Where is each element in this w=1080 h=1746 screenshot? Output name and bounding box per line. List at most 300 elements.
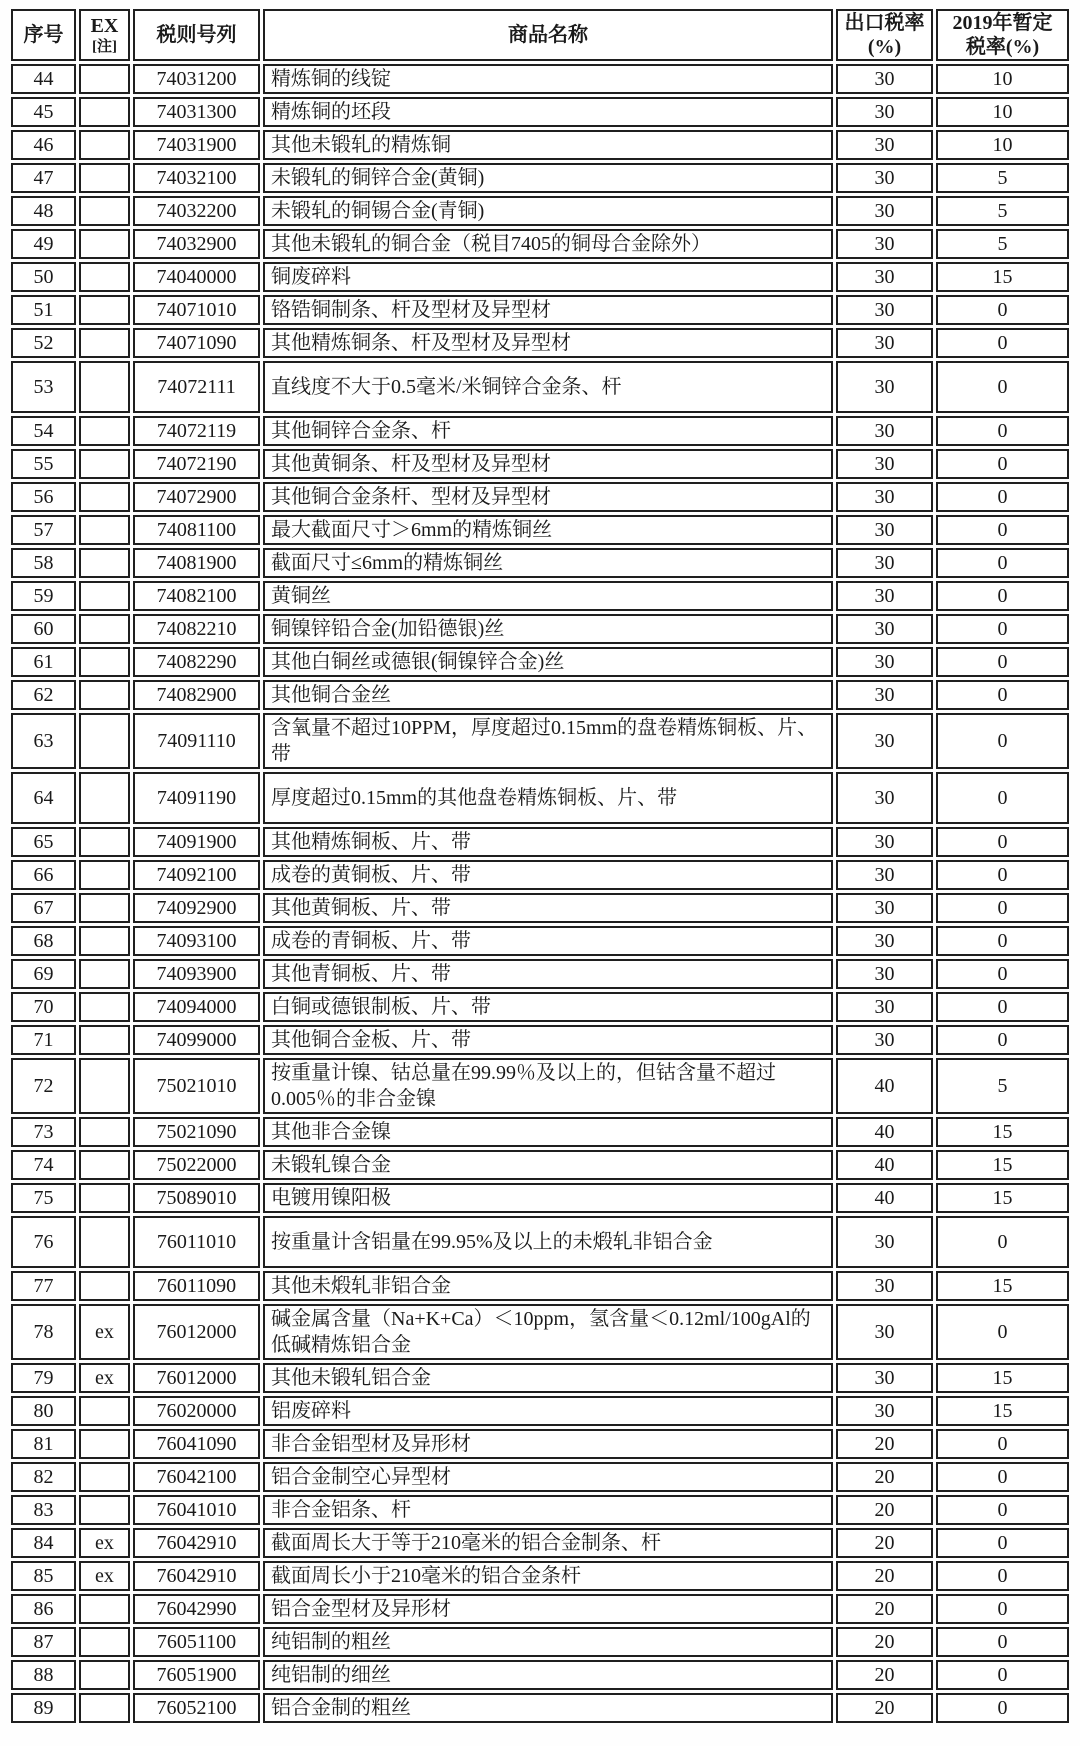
row-ex	[79, 772, 130, 824]
row-index: 67	[11, 893, 76, 923]
row-index: 59	[11, 581, 76, 611]
row-2019-rate: 15	[936, 1363, 1069, 1393]
row-code: 75089010	[133, 1183, 260, 1213]
row-name: 按重量计含铝量在99.95%及以上的未煅轧非铝合金	[263, 1216, 833, 1268]
table-row	[11, 97, 1069, 127]
row-ex	[79, 1693, 130, 1723]
row-2019-rate: 0	[936, 680, 1069, 710]
table-row	[11, 1660, 1069, 1690]
row-name: 按重量计镍、钴总量在99.99％及以上的，但钴含量不超过0.005％的非合金镍	[263, 1058, 833, 1114]
row-export-rate: 30	[836, 893, 933, 923]
row-export-rate: 30	[836, 772, 933, 824]
header-export-rate-label: 出口税率	[844, 12, 925, 34]
row-name: 成卷的黄铜板、片、带	[263, 860, 833, 890]
row-ex	[79, 97, 130, 127]
row-name: 非合金铝条、杆	[263, 1495, 833, 1525]
row-2019-rate: 0	[936, 893, 1069, 923]
row-export-rate: 20	[836, 1660, 933, 1690]
table-row	[11, 1216, 1069, 1268]
row-export-rate: 30	[836, 614, 933, 644]
row-2019-rate: 0	[936, 416, 1069, 446]
row-code: 76042910	[133, 1528, 260, 1558]
table-row	[11, 1396, 1069, 1426]
row-name: 其他精炼铜条、杆及型材及异型材	[263, 328, 833, 358]
row-code: 74031900	[133, 130, 260, 160]
row-name: 其他青铜板、片、带	[263, 959, 833, 989]
row-index: 45	[11, 97, 76, 127]
row-code: 76042910	[133, 1561, 260, 1591]
row-ex	[79, 163, 130, 193]
row-index: 50	[11, 262, 76, 292]
row-ex	[79, 548, 130, 578]
row-code: 76041010	[133, 1495, 260, 1525]
row-2019-rate: 0	[936, 959, 1069, 989]
table-row	[11, 581, 1069, 611]
row-ex	[79, 1429, 130, 1459]
row-code: 76042990	[133, 1594, 260, 1624]
table-row	[11, 860, 1069, 890]
row-code: 75022000	[133, 1150, 260, 1180]
row-index: 89	[11, 1693, 76, 1723]
row-name: 截面周长小于210毫米的铝合金条杆	[263, 1561, 833, 1591]
row-name: 其他非合金镍	[263, 1117, 833, 1147]
row-name: 精炼铜的坯段	[263, 97, 833, 127]
row-export-rate: 30	[836, 361, 933, 413]
table-row	[11, 1561, 1069, 1591]
row-2019-rate: 10	[936, 130, 1069, 160]
header-2019-rate	[936, 9, 1069, 61]
row-ex	[79, 229, 130, 259]
row-export-rate: 30	[836, 992, 933, 1022]
row-code: 74092900	[133, 893, 260, 923]
row-2019-rate: 5	[936, 1058, 1069, 1114]
row-ex	[79, 449, 130, 479]
row-2019-rate: 0	[936, 926, 1069, 956]
row-ex	[79, 295, 130, 325]
table-row	[11, 416, 1069, 446]
row-code: 76012000	[133, 1363, 260, 1393]
row-code: 75021090	[133, 1117, 260, 1147]
table-row	[11, 515, 1069, 545]
table-row	[11, 680, 1069, 710]
row-export-rate: 40	[836, 1058, 933, 1114]
row-export-rate: 30	[836, 581, 933, 611]
row-index: 52	[11, 328, 76, 358]
row-index: 61	[11, 647, 76, 677]
row-export-rate: 30	[836, 262, 933, 292]
row-ex	[79, 1183, 130, 1213]
header-name-label: 商品名称	[508, 24, 588, 46]
row-name: 碱金属含量（Na+K+Ca）＜10ppm，氢含量＜0.12ml/100gAl的低碱精炼铝合金	[263, 1304, 833, 1360]
row-2019-rate: 0	[936, 827, 1069, 857]
row-export-rate: 30	[836, 680, 933, 710]
row-ex	[79, 361, 130, 413]
table-row	[11, 229, 1069, 259]
row-export-rate: 20	[836, 1627, 933, 1657]
row-code: 76041090	[133, 1429, 260, 1459]
row-name: 铜镍锌铅合金(加铅德银)丝	[263, 614, 833, 644]
row-name: 黄铜丝	[263, 581, 833, 611]
row-export-rate: 40	[836, 1183, 933, 1213]
row-name: 铜废碎料	[263, 262, 833, 292]
table-row	[11, 328, 1069, 358]
row-index: 65	[11, 827, 76, 857]
row-code: 74099000	[133, 1025, 260, 1055]
row-name: 其他黄铜板、片、带	[263, 893, 833, 923]
row-index: 47	[11, 163, 76, 193]
row-export-rate: 30	[836, 130, 933, 160]
row-code: 76051100	[133, 1627, 260, 1657]
row-ex	[79, 1150, 130, 1180]
header-2019-rate-unit: 税率(%)	[965, 36, 1040, 58]
row-2019-rate: 0	[936, 295, 1069, 325]
row-name: 精炼铜的线锭	[263, 64, 833, 94]
row-name: 铬锆铜制条、杆及型材及异型材	[263, 295, 833, 325]
row-export-rate: 30	[836, 647, 933, 677]
row-ex	[79, 680, 130, 710]
row-ex	[79, 926, 130, 956]
header-export-rate-unit: (%)	[867, 36, 902, 58]
row-index: 66	[11, 860, 76, 890]
table-row	[11, 893, 1069, 923]
row-index: 77	[11, 1271, 76, 1301]
row-2019-rate: 15	[936, 1396, 1069, 1426]
header-2019-rate-label: 2019年暂定	[952, 12, 1053, 34]
table-row	[11, 827, 1069, 857]
header-row	[11, 9, 1069, 61]
row-name: 铝合金型材及异形材	[263, 1594, 833, 1624]
row-index: 79	[11, 1363, 76, 1393]
row-ex	[79, 647, 130, 677]
row-ex	[79, 860, 130, 890]
row-2019-rate: 0	[936, 1216, 1069, 1268]
row-code: 74082290	[133, 647, 260, 677]
row-ex	[79, 1058, 130, 1114]
table-row	[11, 1528, 1069, 1558]
row-index: 63	[11, 713, 76, 769]
row-2019-rate: 0	[936, 449, 1069, 479]
row-name: 铝合金制的粗丝	[263, 1693, 833, 1723]
row-code: 74072900	[133, 482, 260, 512]
row-2019-rate: 0	[936, 1462, 1069, 1492]
row-name: 白铜或德银制板、片、带	[263, 992, 833, 1022]
row-export-rate: 20	[836, 1594, 933, 1624]
row-code: 76011010	[133, 1216, 260, 1268]
row-code: 74032900	[133, 229, 260, 259]
row-ex: ex	[79, 1304, 130, 1360]
table-row	[11, 1058, 1069, 1114]
row-code: 76052100	[133, 1693, 260, 1723]
table-row	[11, 1271, 1069, 1301]
row-2019-rate: 5	[936, 229, 1069, 259]
table-row	[11, 449, 1069, 479]
row-code: 74081900	[133, 548, 260, 578]
row-export-rate: 30	[836, 1304, 933, 1360]
row-ex: ex	[79, 1561, 130, 1591]
table-row	[11, 196, 1069, 226]
row-index: 70	[11, 992, 76, 1022]
row-index: 53	[11, 361, 76, 413]
table-row	[11, 1150, 1069, 1180]
row-2019-rate: 0	[936, 1594, 1069, 1624]
row-index: 60	[11, 614, 76, 644]
row-name: 其他精炼铜板、片、带	[263, 827, 833, 857]
row-name: 其他未锻轧铝合金	[263, 1363, 833, 1393]
row-index: 46	[11, 130, 76, 160]
table-row	[11, 163, 1069, 193]
row-index: 44	[11, 64, 76, 94]
row-index: 71	[11, 1025, 76, 1055]
row-name: 铝合金制空心异型材	[263, 1462, 833, 1492]
row-ex: ex	[79, 1363, 130, 1393]
row-name: 最大截面尺寸＞6mm的精炼铜丝	[263, 515, 833, 545]
row-ex	[79, 1462, 130, 1492]
table-row	[11, 1363, 1069, 1393]
row-code: 74091110	[133, 713, 260, 769]
row-code: 74091190	[133, 772, 260, 824]
row-code: 74072119	[133, 416, 260, 446]
row-index: 86	[11, 1594, 76, 1624]
row-ex	[79, 1271, 130, 1301]
row-export-rate: 40	[836, 1117, 933, 1147]
row-ex	[79, 130, 130, 160]
table-row	[11, 1627, 1069, 1657]
row-code: 76042100	[133, 1462, 260, 1492]
row-name: 直线度不大于0.5毫米/米铜锌合金条、杆	[263, 361, 833, 413]
table-row	[11, 548, 1069, 578]
row-2019-rate: 0	[936, 1495, 1069, 1525]
row-export-rate: 30	[836, 926, 933, 956]
row-index: 84	[11, 1528, 76, 1558]
row-index: 83	[11, 1495, 76, 1525]
row-code: 74091900	[133, 827, 260, 857]
header-name	[263, 9, 833, 61]
row-export-rate: 30	[836, 416, 933, 446]
row-export-rate: 30	[836, 196, 933, 226]
row-ex	[79, 581, 130, 611]
row-2019-rate: 0	[936, 614, 1069, 644]
row-2019-rate: 15	[936, 1183, 1069, 1213]
row-ex	[79, 196, 130, 226]
row-index: 48	[11, 196, 76, 226]
row-2019-rate: 0	[936, 1660, 1069, 1690]
header-code-label: 税则号列	[156, 24, 237, 46]
row-name: 其他白铜丝或德银(铜镍锌合金)丝	[263, 647, 833, 677]
row-2019-rate: 0	[936, 1025, 1069, 1055]
header-ex	[79, 9, 130, 61]
row-name: 截面周长大于等于210毫米的铝合金制条、杆	[263, 1528, 833, 1558]
row-ex	[79, 893, 130, 923]
row-index: 74	[11, 1150, 76, 1180]
row-code: 74071010	[133, 295, 260, 325]
row-index: 68	[11, 926, 76, 956]
header-index-label: 序号	[23, 24, 64, 46]
row-name: 其他未锻轧的精炼铜	[263, 130, 833, 160]
row-2019-rate: 0	[936, 860, 1069, 890]
row-index: 81	[11, 1429, 76, 1459]
row-name: 其他铜合金丝	[263, 680, 833, 710]
row-index: 57	[11, 515, 76, 545]
row-ex	[79, 416, 130, 446]
row-export-rate: 30	[836, 64, 933, 94]
row-name: 其他未煅轧非铝合金	[263, 1271, 833, 1301]
row-2019-rate: 0	[936, 1627, 1069, 1657]
row-2019-rate: 0	[936, 1693, 1069, 1723]
row-ex	[79, 64, 130, 94]
header-ex-note-label: [注]	[92, 39, 117, 55]
row-index: 85	[11, 1561, 76, 1591]
row-export-rate: 30	[836, 163, 933, 193]
row-2019-rate: 5	[936, 163, 1069, 193]
row-code: 74094000	[133, 992, 260, 1022]
row-export-rate: 20	[836, 1495, 933, 1525]
row-index: 51	[11, 295, 76, 325]
row-index: 55	[11, 449, 76, 479]
table-row	[11, 926, 1069, 956]
row-code: 74032200	[133, 196, 260, 226]
row-export-rate: 30	[836, 1396, 933, 1426]
row-ex	[79, 1117, 130, 1147]
row-export-rate: 30	[836, 449, 933, 479]
row-code: 74071090	[133, 328, 260, 358]
table-row	[11, 130, 1069, 160]
row-export-rate: 30	[836, 1363, 933, 1393]
row-name: 含氧量不超过10PPM，厚度超过0.15mm的盘卷精炼铜板、片、带	[263, 713, 833, 769]
table-header	[11, 9, 1069, 61]
row-2019-rate: 0	[936, 1304, 1069, 1360]
row-ex	[79, 515, 130, 545]
row-name: 未锻轧镍合金	[263, 1150, 833, 1180]
row-export-rate: 30	[836, 482, 933, 512]
row-2019-rate: 0	[936, 1429, 1069, 1459]
row-export-rate: 30	[836, 548, 933, 578]
row-code: 74081100	[133, 515, 260, 545]
table-row	[11, 647, 1069, 677]
row-code: 74092100	[133, 860, 260, 890]
row-2019-rate: 0	[936, 361, 1069, 413]
row-export-rate: 20	[836, 1462, 933, 1492]
row-export-rate: 20	[836, 1528, 933, 1558]
row-name: 厚度超过0.15mm的其他盘卷精炼铜板、片、带	[263, 772, 833, 824]
row-export-rate: 30	[836, 515, 933, 545]
row-index: 80	[11, 1396, 76, 1426]
row-code: 76020000	[133, 1396, 260, 1426]
row-2019-rate: 15	[936, 262, 1069, 292]
table-row	[11, 1304, 1069, 1360]
row-2019-rate: 0	[936, 647, 1069, 677]
header-export-rate	[836, 9, 933, 61]
row-code: 74072190	[133, 449, 260, 479]
row-index: 76	[11, 1216, 76, 1268]
row-export-rate: 30	[836, 959, 933, 989]
row-index: 78	[11, 1304, 76, 1360]
row-2019-rate: 15	[936, 1271, 1069, 1301]
table-row	[11, 1462, 1069, 1492]
row-ex	[79, 1660, 130, 1690]
row-code: 74031200	[133, 64, 260, 94]
row-ex	[79, 328, 130, 358]
table-row	[11, 772, 1069, 824]
row-name: 未锻轧的铜锡合金(青铜)	[263, 196, 833, 226]
row-index: 75	[11, 1183, 76, 1213]
row-code: 76051900	[133, 1660, 260, 1690]
header-code	[133, 9, 260, 61]
row-2019-rate: 0	[936, 482, 1069, 512]
row-export-rate: 30	[836, 827, 933, 857]
row-name: 铝废碎料	[263, 1396, 833, 1426]
row-ex	[79, 1627, 130, 1657]
row-export-rate: 30	[836, 1025, 933, 1055]
row-ex	[79, 1495, 130, 1525]
row-ex	[79, 1216, 130, 1268]
row-code: 74082100	[133, 581, 260, 611]
row-2019-rate: 0	[936, 581, 1069, 611]
row-export-rate: 20	[836, 1693, 933, 1723]
table-row	[11, 992, 1069, 1022]
row-export-rate: 30	[836, 295, 933, 325]
row-2019-rate: 0	[936, 548, 1069, 578]
row-export-rate: 20	[836, 1561, 933, 1591]
row-name: 电镀用镍阳极	[263, 1183, 833, 1213]
row-name: 纯铝制的细丝	[263, 1660, 833, 1690]
row-code: 74040000	[133, 262, 260, 292]
row-export-rate: 30	[836, 1216, 933, 1268]
row-code: 74093100	[133, 926, 260, 956]
row-export-rate: 30	[836, 1271, 933, 1301]
table-row	[11, 1693, 1069, 1723]
table-row	[11, 959, 1069, 989]
table-row	[11, 1594, 1069, 1624]
row-export-rate: 30	[836, 328, 933, 358]
row-code: 74031300	[133, 97, 260, 127]
row-index: 62	[11, 680, 76, 710]
row-2019-rate: 0	[936, 772, 1069, 824]
row-2019-rate: 10	[936, 97, 1069, 127]
table-row	[11, 1183, 1069, 1213]
row-name: 非合金铝型材及异形材	[263, 1429, 833, 1459]
table-row	[11, 295, 1069, 325]
row-index: 64	[11, 772, 76, 824]
row-name: 其他铜合金条杆、型材及异型材	[263, 482, 833, 512]
row-ex	[79, 959, 130, 989]
row-index: 73	[11, 1117, 76, 1147]
row-2019-rate: 15	[936, 1150, 1069, 1180]
row-code: 74072111	[133, 361, 260, 413]
row-ex	[79, 1025, 130, 1055]
row-2019-rate: 0	[936, 713, 1069, 769]
row-ex	[79, 1594, 130, 1624]
row-2019-rate: 0	[936, 515, 1069, 545]
row-code: 74082210	[133, 614, 260, 644]
row-export-rate: 20	[836, 1429, 933, 1459]
row-ex	[79, 614, 130, 644]
row-code: 74082900	[133, 680, 260, 710]
table-row	[11, 361, 1069, 413]
row-export-rate: 30	[836, 229, 933, 259]
row-export-rate: 30	[836, 860, 933, 890]
table-row	[11, 713, 1069, 769]
row-ex	[79, 992, 130, 1022]
row-2019-rate: 10	[936, 64, 1069, 94]
row-ex	[79, 827, 130, 857]
table-row	[11, 64, 1069, 94]
row-name: 其他铜锌合金条、杆	[263, 416, 833, 446]
header-ex-label: EX	[90, 15, 119, 37]
row-2019-rate: 0	[936, 1561, 1069, 1591]
row-index: 72	[11, 1058, 76, 1114]
row-index: 88	[11, 1660, 76, 1690]
row-2019-rate: 15	[936, 1117, 1069, 1147]
